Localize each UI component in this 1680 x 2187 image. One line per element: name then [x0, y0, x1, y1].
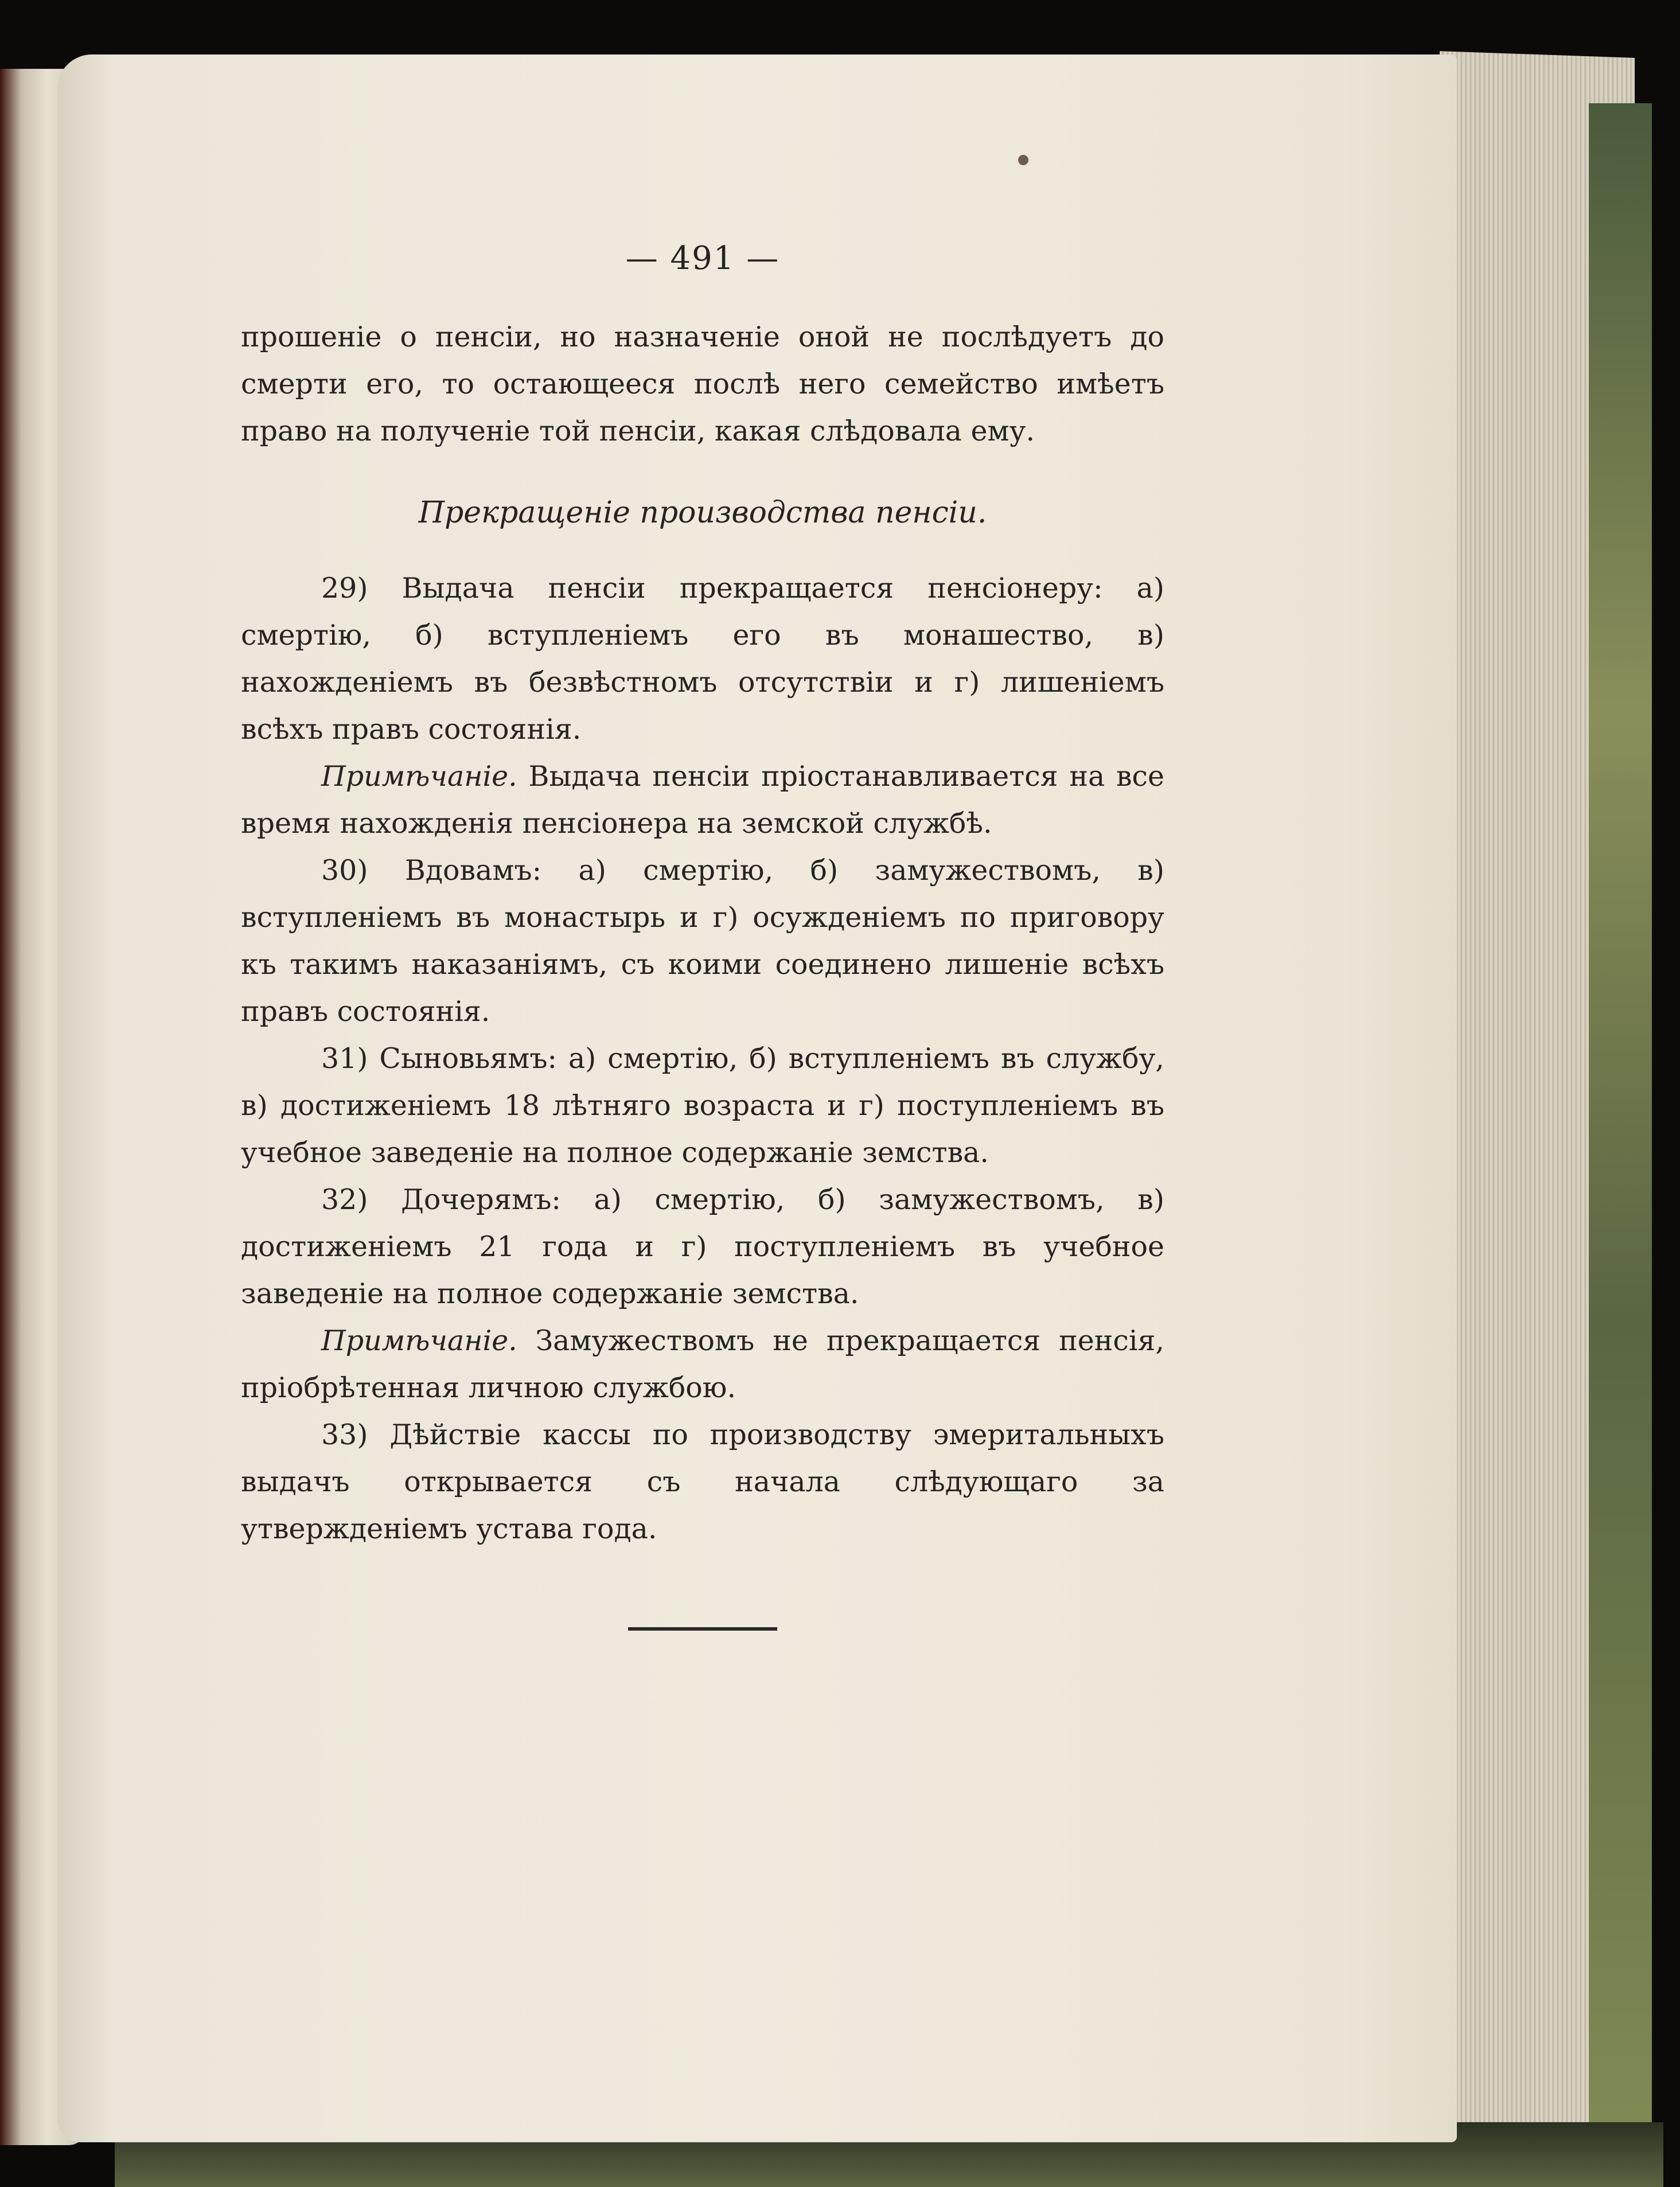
intro-paragraph: прошеніе о пенсіи, но назначеніе оной не послѣдуетъ до смерти его, то остающееся послѣ него семейство имѣетъ право на полученіе той пенсіи, какая слѣдовала ему.	[241, 321, 1164, 447]
paragraph-30: 30) Вдовамъ: а) смертію, б) замужествомъ, в) вступленіемъ въ монастырь и г) осужденіемъ по приговору къ такимъ наказаніямъ, съ коими соединено лишеніе всѣхъ правъ состоянія.	[241, 854, 1164, 1028]
paragraph-32: 32) Дочерямъ: а) смертію, б) замужествомъ, в) достиженіемъ 21 года и г) поступленіемъ въ учебное заведеніе на полное содержаніе земства.	[241, 1183, 1164, 1310]
note-text: Выдача пенсіи пріостанавливается на все время нахожденія пенсіонера на земской службѣ.	[241, 760, 1164, 840]
note-label: Примѣчаніе.	[321, 1324, 517, 1357]
note-text: Замужествомъ не прекращается пенсія, пріобрѣтенная личною службою.	[241, 1324, 1164, 1404]
note-2	[241, 1317, 1164, 1412]
closing-rule	[628, 1627, 777, 1631]
note-label: Примѣчаніе.	[321, 760, 517, 793]
paragraph-29: 29) Выдача пенсіи прекращается пенсіонеру: а) смертію, б) вступленіемъ его въ монашество, в) нахожденіемъ въ безвѣстномъ отсутствіи и г) лишеніемъ всѣхъ правъ состоянія.	[241, 572, 1164, 746]
section-heading: Прекращеніе производства пенсіи.	[418, 496, 987, 530]
paragraph-31: 31) Сыновьямъ: а) смертію, б) вступленіемъ въ службу, в) достиженіемъ 18 лѣтняго возраста и г) поступленіемъ въ учебное заведеніе на полное содержаніе земства.	[241, 1042, 1164, 1169]
book-cover-edge	[1589, 103, 1652, 2134]
page-content	[241, 235, 1164, 1631]
ink-spot	[1018, 155, 1028, 165]
page-number: — 491 —	[625, 240, 780, 277]
note-1	[241, 753, 1164, 847]
paragraph-33: 33) Дѣйствіе кассы по производству эмеритальныхъ выдачъ открывается съ начала слѣдующаго за утвержденіемъ устава года.	[241, 1418, 1164, 1545]
